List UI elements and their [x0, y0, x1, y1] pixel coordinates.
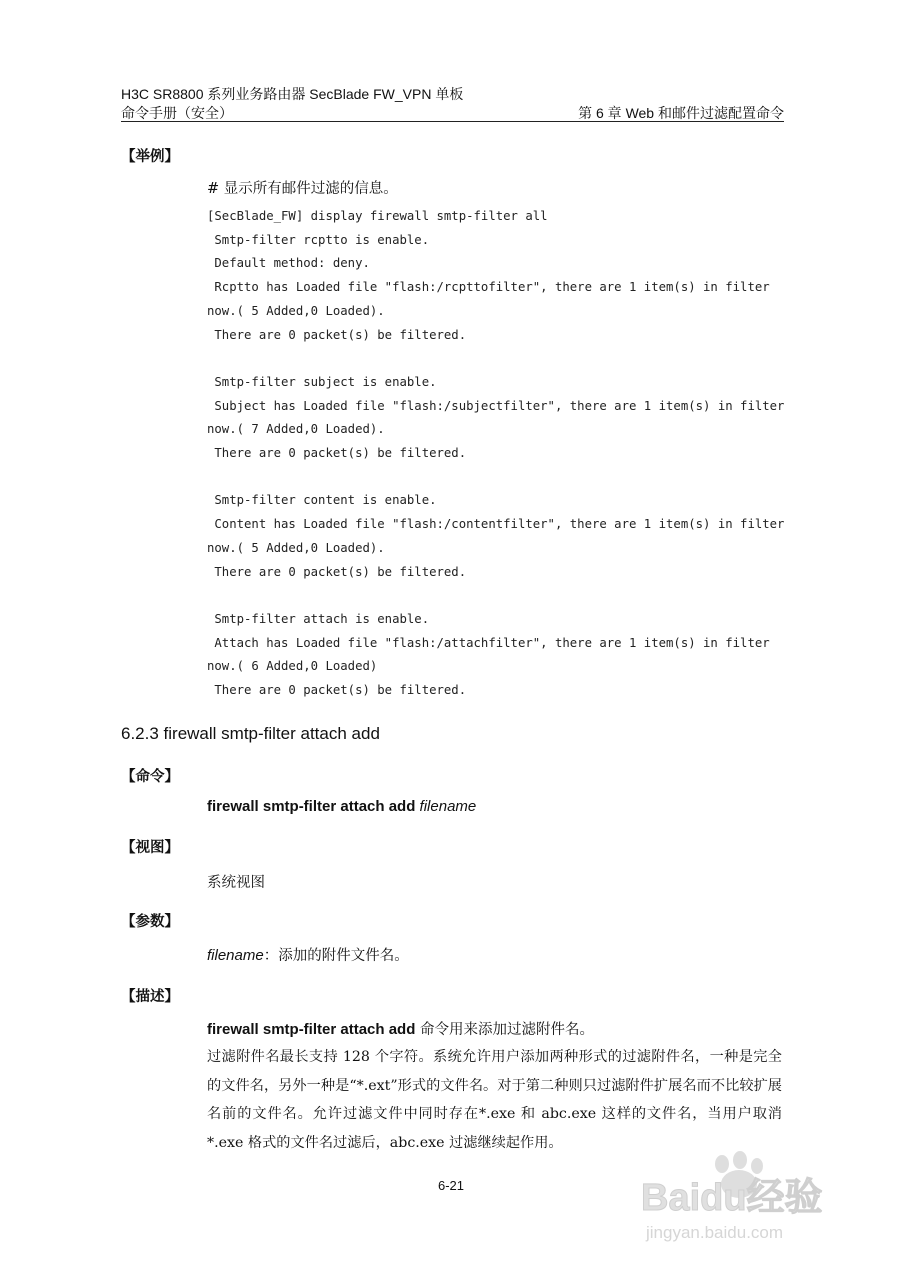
- code-line: now.( 5 Added,0 Loaded).: [207, 303, 385, 318]
- watermark-brand: Baidu经验: [641, 1177, 823, 1219]
- view-heading: 【视图】: [121, 840, 179, 856]
- code-line: Smtp-filter content is enable.: [207, 493, 437, 508]
- page-number: 6-21: [438, 1178, 465, 1193]
- section-title: 6.2.3 firewall smtp-filter attach add: [121, 724, 380, 743]
- code-line: Attach has Loaded file "flash:/attachfilter", there are 1 item(s) in filter: [207, 635, 770, 650]
- description-paragraph: 过滤附件名最长支持 128 个字符。系统允许用户添加两种形式的过滤附件名，一种是完全的文件名，另外一种是“*.ext”形式的文件名。对于第二种则只过滤附件扩展名而不比较扩展名前的文件名。允许过滤文件中同时存在*.exe 和 abc.exe 这样的文件名，当用户取消*.exe 格式的文件名过滤后，abc.exe 过滤继续起作用。: [207, 1049, 782, 1151]
- header-chapter-title: 第 6 章 Web 和邮件过滤配置命令: [578, 105, 784, 121]
- code-line: Smtp-filter attach is enable.: [207, 611, 430, 626]
- code-line: [SecBlade_FW] display firewall smtp-filter all: [207, 209, 548, 223]
- command-argument: filename: [419, 798, 477, 815]
- code-line: Default method: deny.: [207, 256, 370, 271]
- code-line: There are 0 packet(s) be filtered.: [207, 446, 467, 460]
- header-manual-title: 命令手册（安全）: [121, 105, 233, 121]
- view-text: 系统视图: [207, 875, 265, 891]
- description-first-line: [207, 1018, 594, 1039]
- code-line: now.( 5 Added,0 Loaded).: [207, 540, 385, 555]
- header-product-title: H3C SR8800 系列业务路由器 SecBlade FW_VPN 单板: [121, 86, 464, 102]
- code-line: now.( 6 Added,0 Loaded): [207, 659, 378, 674]
- description-command: firewall smtp-filter attach add: [207, 1021, 416, 1038]
- code-line: Content has Loaded file "flash:/contentfilter", there are 1 item(s) in filter: [207, 517, 785, 532]
- param-name: filename: [207, 947, 264, 964]
- description-command-rest: 命令用来添加过滤附件名。: [415, 1022, 594, 1038]
- command-heading: 【命令】: [121, 769, 179, 785]
- params-heading: 【参数】: [121, 914, 179, 930]
- code-line: There are 0 packet(s) be filtered.: [207, 683, 467, 697]
- watermark-url: jingyan.baidu.com: [646, 1223, 784, 1242]
- example-heading: 【举例】: [121, 149, 179, 165]
- code-line: now.( 7 Added,0 Loaded).: [207, 422, 385, 437]
- baidu-jingyan-watermark: [636, 1150, 846, 1250]
- command-syntax: [207, 798, 476, 815]
- code-line: There are 0 packet(s) be filtered.: [207, 564, 467, 579]
- example-intro: # 显示所有邮件过滤的信息。: [207, 181, 398, 197]
- code-line: Smtp-filter subject is enable.: [207, 374, 437, 389]
- code-line: Smtp-filter rcptto is enable.: [207, 232, 430, 247]
- code-line: Subject has Loaded file "flash:/subjectfilter", there are 1 item(s) in filter: [207, 398, 785, 413]
- param-line: [207, 944, 409, 965]
- command-keyword: firewall smtp-filter attach add: [207, 798, 416, 815]
- header-divider: [121, 121, 784, 122]
- code-line: Rcptto has Loaded file "flash:/rcpttofilter", there are 1 item(s) in filter: [207, 280, 770, 295]
- code-line: There are 0 packet(s) be filtered.: [207, 327, 467, 342]
- description-heading: 【描述】: [121, 989, 179, 1005]
- param-desc: ：添加的附件文件名。: [263, 948, 409, 964]
